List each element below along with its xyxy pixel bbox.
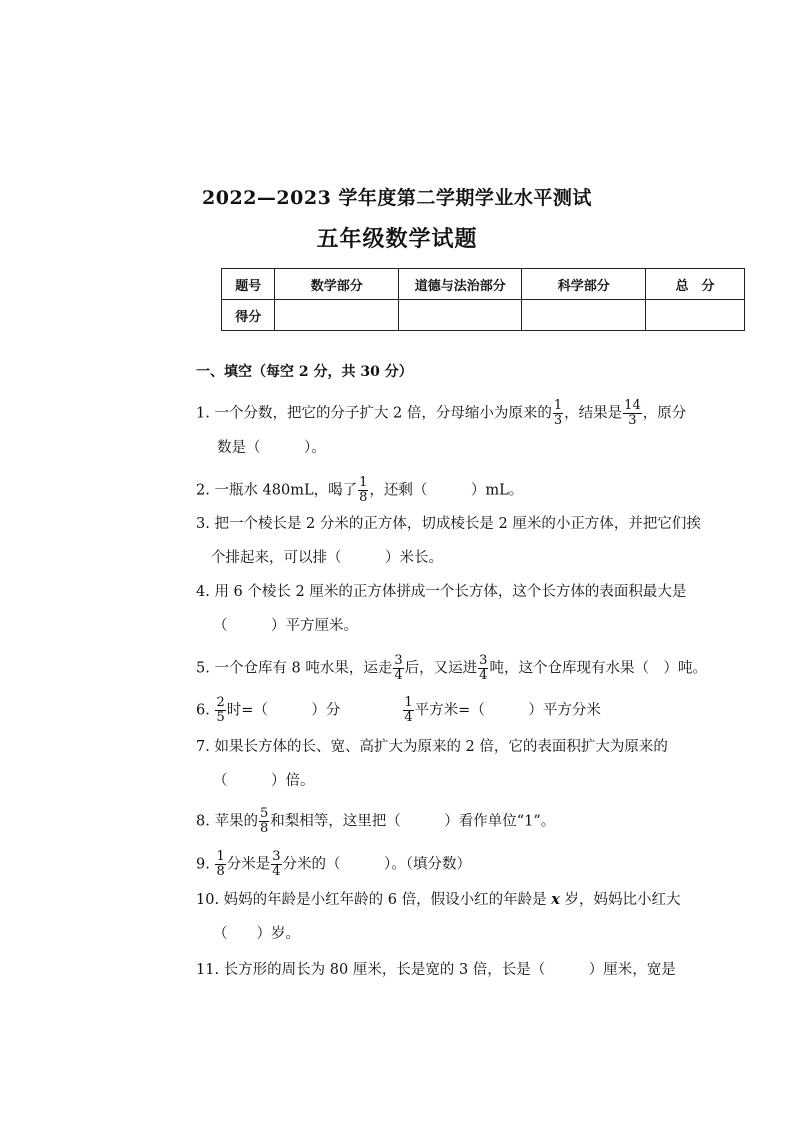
question-text: 后，又运进 [404,660,478,677]
question-8 [196,807,555,836]
score-cell[interactable] [522,300,646,331]
question-text: 9. [196,856,210,873]
denominator: 4 [394,668,403,683]
numerator: 5 [259,806,269,821]
numerator: 1 [404,695,413,710]
question-text: 岁，妈妈比小红大 [564,892,681,908]
denominator: 3 [628,413,637,428]
numerator: 3 [479,653,488,668]
question-text: （ ）倍。 [213,773,315,789]
question-text: 数是（ ）。 [217,440,326,456]
header-cell: 数学部分 [275,269,399,300]
denominator: 3 [553,413,563,428]
question-text: 4. 用 6 个棱长 2 厘米的正方体拼成一个长方体，这个长方体的表面积最大是 [196,584,687,600]
header-cell: 科学部分 [522,269,646,300]
question-text: 6. [196,702,210,719]
question-text: 个排起来，可以排（ ）米长。 [211,550,443,566]
question-text: 8. 苹果的 [196,813,258,830]
question-9 [196,850,471,879]
question-text: 分米是 [226,856,271,873]
denominator: 4 [404,710,413,725]
question-1-line-2 [217,438,326,458]
score-cell[interactable] [645,300,744,331]
question-text: 分米的（ ）。（填分数） [282,856,472,873]
score-cell[interactable] [398,300,522,331]
question-3-line-2 [211,548,443,568]
denominator: 4 [479,668,488,683]
question-6 [196,696,601,725]
question-4-line-2 [213,616,358,636]
fraction [358,476,368,505]
fraction [259,807,269,836]
numerator: 3 [394,653,403,668]
question-7-line-2 [213,771,315,791]
question-text: 平方米=（ ）平方分米 [414,702,601,719]
fraction [623,399,642,428]
row-label: 得分 [222,300,275,331]
score-table-score-row [222,300,745,331]
question-text: 5. 一个仓库有 8 吨水果，运走 [196,660,393,677]
score-table-header-row [222,269,745,300]
fraction [403,696,413,725]
question-text: 3. 把一个棱长是 2 分米的正方体，切成棱长是 2 厘米的小正方体，并把它们挨 [196,516,701,532]
fraction [215,850,225,879]
section-title: 一、填空（每空 2 分，共 30 分） [196,364,413,380]
score-table [221,268,745,331]
question-text: ，还剩（ ）mL。 [369,482,524,499]
question-text: 10. 妈妈的年龄是小红年龄的 6 倍，假设小红的年龄是 [196,892,547,908]
exam-title: 2022—2023 学年度第二学期学业水平测试 [202,187,592,209]
numerator: 2 [216,695,225,710]
fraction [271,850,281,879]
question-10-line-1 [196,890,681,910]
numerator: 1 [553,398,563,413]
denominator: 8 [259,821,269,836]
question-text: 2. 一瓶水 480mL，喝了 [196,482,358,499]
header-cell: 道德与法治部分 [398,269,522,300]
numerator: 1 [216,849,225,864]
fraction [393,654,403,683]
score-cell[interactable] [275,300,399,331]
denominator: 8 [359,490,368,505]
question-text: ，原分 [642,405,687,422]
denominator: 4 [272,864,281,879]
denominator: 5 [216,710,225,725]
question-5 [196,654,707,683]
variable-x: x [551,891,560,908]
numerator: 14 [624,398,641,413]
question-text: （ ）岁。 [213,926,300,942]
question-7-line-1 [196,737,668,757]
fraction [478,654,488,683]
question-text: ，结果是 [564,405,623,422]
question-3-line-1 [196,514,701,534]
question-text: 1. 一个分数，把它的分子扩大 2 倍，分母缩小为原来的 [196,405,552,422]
numerator: 3 [272,849,281,864]
question-4-line-1 [196,582,686,602]
denominator: 8 [216,864,225,879]
question-text: 11. 长方形的周长为 80 厘米，长是宽的 3 倍，长是（ ）厘米，宽是 [196,962,676,978]
question-10-line-2 [213,924,300,944]
question-11 [196,960,676,980]
numerator: 1 [359,475,368,490]
header-cell: 题号 [222,269,275,300]
question-text: 和梨相等，这里把（ ）看作单位“1”。 [270,813,556,830]
fraction [215,696,225,725]
question-2 [196,476,523,505]
question-text: 吨，这个仓库现有水果（ ）吨。 [489,660,707,677]
question-text: （ ）平方厘米。 [213,618,358,634]
fraction [553,399,563,428]
question-text: 7. 如果长方体的长、宽、高扩大为原来的 2 倍，它的表面积扩大为原来的 [196,739,668,755]
exam-subtitle: 五年级数学试题 [316,226,478,252]
header-cell: 总 分 [645,269,744,300]
question-1-line-1 [196,399,686,428]
question-text: 时=（ ）分 [226,702,341,719]
